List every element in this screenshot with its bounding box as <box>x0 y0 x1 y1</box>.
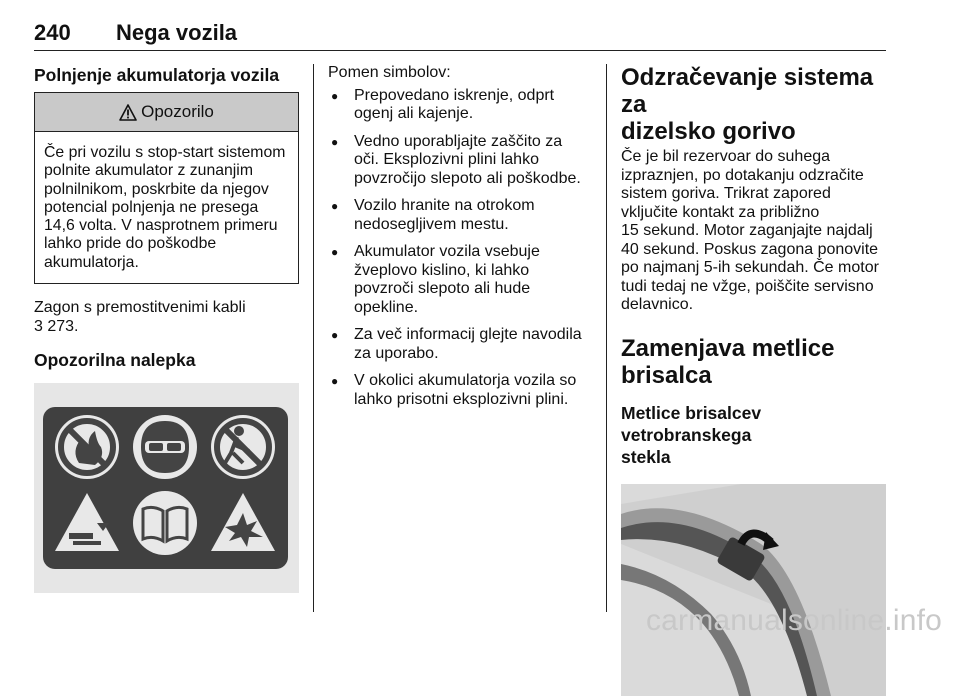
item-line: V okolici akumulatorja vozila so <box>354 372 577 389</box>
item-line: za uporabo. <box>354 344 439 362</box>
column-divider <box>606 64 607 612</box>
warning-line: 14,6 volta. V nasprotnem primeru <box>44 217 278 235</box>
no-fire-icon <box>55 415 119 479</box>
body-line: 40 sekund. Poskus zagona ponovite <box>621 240 879 258</box>
list-item <box>328 326 590 363</box>
item-line: žveplovo kislino, ki lahko <box>354 261 530 279</box>
section-title-2: Zamenjava metlice brisalca <box>621 334 835 389</box>
symbols-list <box>328 87 590 410</box>
item-line: Prepovedano iskrenje, odprt <box>354 86 555 104</box>
warning-line: akumulatorja. <box>44 253 139 271</box>
body-text <box>621 148 886 315</box>
item-line: Akumulator vozila vsebuje <box>354 243 540 260</box>
list-item <box>328 243 590 317</box>
item-line: ogenj ali kajenje. <box>354 105 474 122</box>
watermark: carmanualsonline.info <box>645 604 942 637</box>
eye-protection-icon <box>133 415 197 479</box>
column-right <box>621 64 886 696</box>
item-line: povzročijo slepoto ali poškodbe. <box>354 169 581 187</box>
body-line: delavnico. <box>621 296 694 313</box>
item-line: opekline. <box>354 298 419 316</box>
list-item <box>328 87 590 124</box>
warning-text <box>35 132 298 283</box>
body-line: Če je bil rezervoar do suhega <box>621 148 831 165</box>
chapter-title: Nega vozila <box>116 20 238 45</box>
body-line: 15 sekund. Motor zaganjajte najdalj <box>621 222 873 239</box>
reference-link[interactable]: 273. <box>47 317 79 335</box>
column-middle <box>328 64 590 418</box>
warning-line: Če pri vozilu s stop-start sistemom <box>44 144 286 161</box>
section-title <box>621 64 886 145</box>
manual-icon <box>133 491 197 555</box>
warning-line: lahko pride do poškodbe <box>44 235 217 253</box>
item-line: Vozilo hranite na otrokom <box>354 197 535 214</box>
page-number: 240 <box>34 20 71 45</box>
keep-children-away-icon <box>211 415 275 479</box>
list-item <box>328 133 590 189</box>
item-line: nedosegljivem mestu. <box>354 215 509 233</box>
subsection-title <box>621 402 886 468</box>
list-item <box>328 372 590 409</box>
body-line: vključite kontakt za približno <box>621 203 820 221</box>
reference-text: Zagon s premostitvenimi kabli <box>34 299 246 317</box>
warning-sticker <box>43 407 288 569</box>
jump-start-reference <box>34 299 299 336</box>
section-title: Polnjenje akumulatorja vozila <box>34 65 280 85</box>
item-line: lahko prisotni eksplozivni plini. <box>354 390 569 408</box>
warning-line: potencial polnjenja ne presega <box>44 198 259 216</box>
warning-line: polnite akumulator z zunanjim <box>44 162 253 180</box>
warning-box <box>34 92 299 284</box>
warning-label-image <box>34 383 299 593</box>
item-line: oči. Eksplozivni plini lahko <box>354 151 539 168</box>
body-line: po najmanj 5-ih sekundah. Če motor <box>621 259 879 276</box>
symbols-intro: Pomen simbolov: <box>328 64 451 81</box>
warning-triangle-icon <box>119 104 137 121</box>
reference-arrow-icon: 3 <box>34 317 43 335</box>
label-title: Opozorilna nalepka <box>34 350 196 371</box>
warning-header <box>35 93 298 132</box>
column-left <box>34 64 299 593</box>
page-header <box>34 20 886 51</box>
warning-line: polnilnikom, poskrbite da njegov <box>44 180 269 198</box>
list-item <box>328 197 590 234</box>
item-line: povzroči slepoto ali hude <box>354 280 531 297</box>
item-line: Vedno uporabljajte zaščito za <box>354 132 563 150</box>
subtitle-line: Metlice brisalcev vetrobranskega <box>621 402 762 445</box>
title-line: dizelsko gorivo <box>621 118 796 145</box>
acid-warning-icon <box>55 493 119 551</box>
body-line: tudi tedaj ne vžge, poiščite servisno <box>621 277 874 295</box>
body-line: sistem goriva. Trikrat zapored <box>621 185 831 202</box>
warning-title: Opozorilo <box>141 102 214 121</box>
column-divider <box>313 64 314 612</box>
title-line: Odzračevanje sistema za <box>621 64 874 118</box>
subtitle-line: stekla <box>621 446 671 467</box>
wiper-blade-image <box>621 484 886 696</box>
body-line: izpraznjen, po dotakanju odzračite <box>621 166 864 184</box>
explosion-warning-icon <box>211 493 275 551</box>
item-line: Za več informacij glejte navodila <box>354 326 582 343</box>
